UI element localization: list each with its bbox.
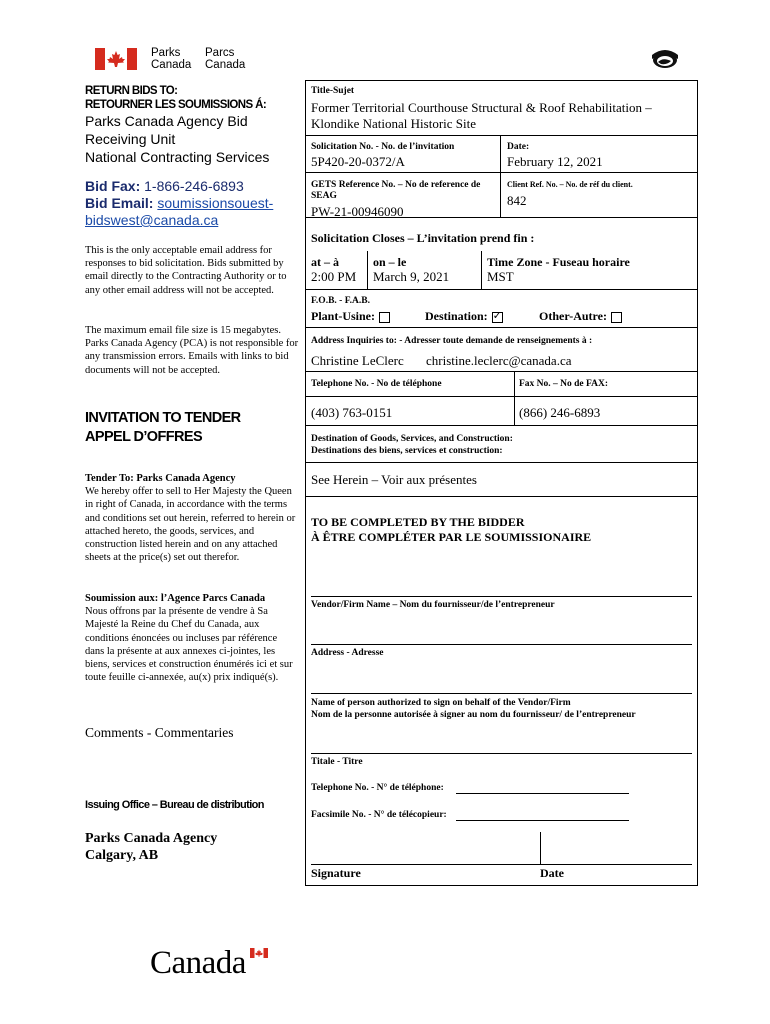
auth-person-fr: Nom de la personne autorisée à signer au nom du fournisseur/ de l’entrepreneur — [311, 710, 636, 720]
dest-goods-value: See Herein – Voir aux présentes — [311, 472, 477, 487]
solicitation-label: Solicitation No. - No. de l’invitation — [311, 142, 455, 152]
bidder-heading-en: TO BE COMPLETED BY THE BIDDER — [311, 515, 525, 529]
bid-fax-value: 1-866-246-6893 — [144, 178, 244, 194]
bidder-fax-line[interactable] — [456, 820, 629, 821]
on-value: March 9, 2021 — [373, 269, 450, 284]
bid-email-link-2[interactable]: bidswest@canada.ca — [85, 212, 219, 228]
logo-en-line1: Parks — [151, 47, 181, 59]
auth-person-en: Name of person authorized to sign on behalf of the Vendor/Firm — [311, 698, 571, 708]
email-note: This is the only acceptable email address for responses to bid solicitation. Bids submitted by email directly to the Contracting Authority or to any other email address will not be accepted. — [85, 245, 287, 296]
gets-value: PW-21-00946090 — [311, 204, 404, 219]
bid-email-link-1[interactable]: soumissionsouest- — [157, 195, 274, 211]
title-titre-label: Titale - Titre — [311, 757, 363, 767]
plant-label: Plant-Usine: — [311, 309, 375, 323]
issuing-office-label: Issuing Office – Bureau de distribution — [85, 799, 264, 811]
signature-line[interactable] — [311, 864, 692, 865]
canada-flag-icon — [95, 48, 137, 70]
dest-goods-en: Destination of Goods, Services, and Construction: — [311, 434, 513, 444]
office-city: Calgary, AB — [85, 848, 159, 863]
destination-label: Destination: — [425, 309, 488, 323]
inquiries-label: Address Inquiries to: - Adresser toute demande de renseignements à : — [311, 336, 593, 346]
title-titre-line[interactable] — [311, 753, 692, 754]
bid-email-label: Bid Email: — [85, 195, 154, 211]
beaver-emblem-icon — [649, 43, 681, 71]
plant-checkbox[interactable] — [379, 312, 390, 323]
vendor-line[interactable] — [311, 596, 692, 597]
parks-canada-logo — [95, 47, 255, 73]
wordmark-flag-icon — [250, 948, 268, 958]
address-line[interactable] — [311, 644, 692, 645]
logo-fr-line2: Canada — [205, 59, 246, 71]
size-note: The maximum email file size is 15 megabytes. Parks Canada Agency (PCA) is not responsible for any transmission errors. Emails with links to bid documents will not be accepted. — [85, 325, 299, 376]
date-value: February 12, 2021 — [507, 154, 603, 169]
tender-heading: Tender To: Parks Canada Agency — [85, 473, 236, 484]
return-bids-fr: RETOURNER LES SOUMISSIONS Á: — [85, 99, 267, 111]
at-label: at – à — [311, 255, 339, 269]
tender-body: We hereby offer to sell to Her Majesty the Queen in right of Canada, in accordance with the terms and conditions set out herein, referred to herein or attached hereto, the goods, services, and construction listed herein and on any attached sheets at the price(s) set out therefor. — [85, 486, 296, 564]
gets-label: GETS Reference No. – No de reference de SEAG — [311, 180, 481, 201]
contact-name: Christine LeClerc — [311, 353, 404, 368]
at-value: 2:00 PM — [311, 269, 357, 284]
auth-person-line[interactable] — [311, 693, 692, 694]
soumission-heading: Soumission aux: l’Agence Parcs Canada — [85, 593, 266, 604]
soumission-body: Nous offrons par la présente de vendre à Sa Majesté la Reine du Chef du Canada, aux conditions énoncées ou incluses par référence dans la présente at aux annexes ci-jointes, les biens, services et construction énumérés ici et sur toute feuille ci-annexée, au(x) prix indiqué(s). — [85, 606, 293, 684]
dest-goods-fr: Destinations des biens, services et construction: — [311, 446, 503, 456]
client-ref-value: 842 — [507, 193, 527, 208]
address-label: Address - Adresse — [311, 648, 384, 658]
phone-value: (403) 763-0151 — [311, 405, 393, 420]
contact-email[interactable]: christine.leclerc@canada.ca — [426, 353, 572, 368]
fax-label: Fax No. – No de FAX: — [519, 379, 609, 389]
title-value: Former Territorial Courthouse Structural & Roof Rehabilitation – Klondike National Historic Site — [311, 100, 652, 131]
wordmark-text: Canada — [150, 945, 246, 981]
phone-label: Telephone No. - No de téléphone — [311, 379, 442, 389]
signature-label: Signature — [311, 866, 361, 880]
bidder-heading-fr: À ÊTRE COMPLÉTER PAR LE SOUMISSIONAIRE — [311, 530, 592, 544]
fax-value: (866) 246-6893 — [519, 405, 601, 420]
bidder-phone-label: Telephone No. - N° de téléphone: — [311, 783, 444, 793]
logo-en-line2: Canada — [151, 59, 192, 71]
vendor-label: Vendor/Firm Name – Nom du fournisseur/de l’entrepreneur — [311, 600, 555, 610]
return-bids-en: RETURN BIDS TO: — [85, 85, 178, 97]
title-label: Title-Sujet — [311, 86, 355, 96]
agency-line3: National Contracting Services — [85, 149, 270, 165]
tz-label: Time Zone - Fuseau horaire — [487, 255, 630, 269]
on-label: on – le — [373, 255, 407, 269]
solicitation-value: 5P420-20-0372/A — [311, 154, 405, 169]
client-ref-label: Client Ref. No. – No. de réf du client. — [507, 180, 633, 189]
destination-checkbox[interactable] — [492, 312, 503, 323]
invitation-en: INVITATION TO TENDER — [85, 410, 241, 426]
agency-line1: Parks Canada Agency Bid — [85, 113, 248, 129]
bidder-phone-line[interactable] — [456, 793, 629, 794]
comments-label: Comments - Commentaries — [85, 725, 234, 740]
bid-fax-label: Bid Fax: — [85, 178, 141, 194]
agency-line2: Receiving Unit — [85, 131, 176, 147]
other-checkbox[interactable] — [611, 312, 622, 323]
canada-wordmark — [150, 946, 270, 982]
office-name: Parks Canada Agency — [85, 831, 218, 846]
closes-label: Solicitation Closes – L’invitation prend fin : — [311, 231, 535, 245]
date-label: Date: — [507, 142, 530, 152]
other-label: Other-Autre: — [539, 309, 607, 323]
bidder-fax-label: Facsimile No. - N° de télécopieur: — [311, 810, 447, 820]
invitation-fr: APPEL D’OFFRES — [85, 429, 203, 445]
fob-label: F.O.B. - F.A.B. — [311, 296, 370, 306]
logo-fr-line1: Parcs — [205, 47, 235, 59]
tz-value: MST — [487, 269, 514, 284]
sig-date-label: Date — [540, 866, 564, 880]
